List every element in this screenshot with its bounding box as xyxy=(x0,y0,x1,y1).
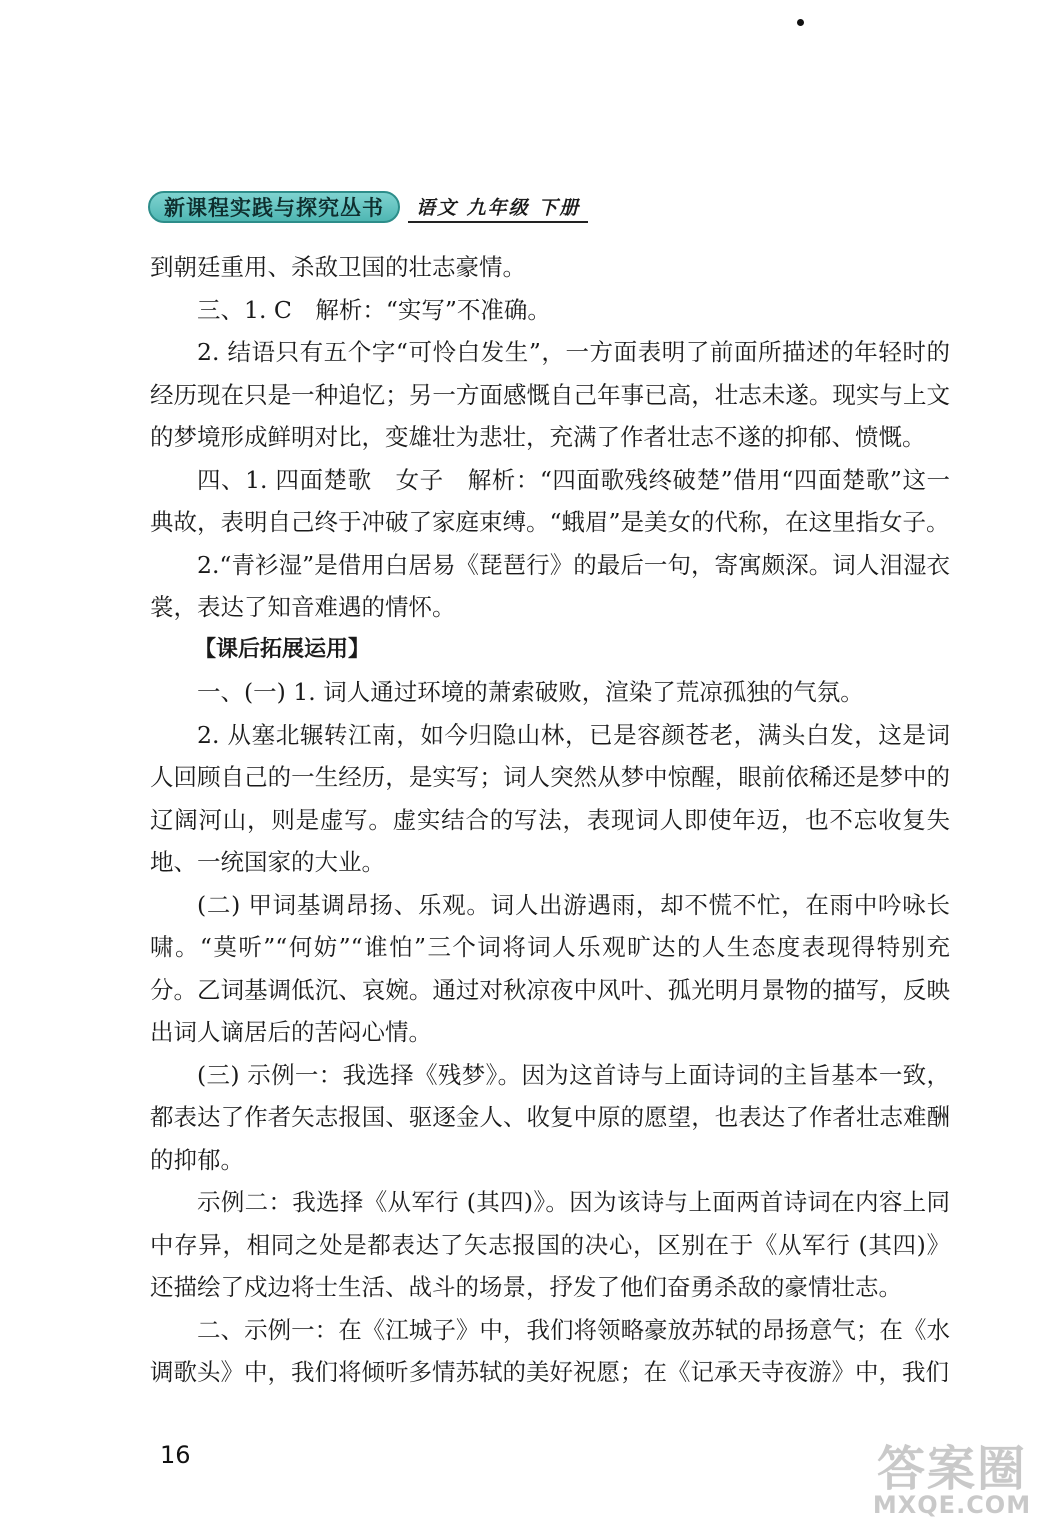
watermark-bottom-text: MXQE.COM xyxy=(872,1491,1032,1519)
answer-paragraph: 一、(一) 1. 词人通过环境的萧索破败，渲染了荒凉孤独的气氛。 xyxy=(197,678,864,706)
section-heading: 【课后拓展运用】 xyxy=(194,636,371,662)
answer-paragraph: 四、1. 四面楚歌 女子 解析：“四面歌残终破楚”借用“四面楚歌”这一典故，表明自己终于冲破了家庭束缚。“蛾眉”是美女的代称，在这里指女子。 xyxy=(150,465,950,536)
answer-paragraph: (三) 示例一：我选择《残梦》。因为这首诗与上面诗词的主旨基本一致，都表达了作者矢志报国、驱逐金人、收复中原的愿望，也表达了作者壮志难酬的抑郁。 xyxy=(150,1060,950,1174)
answer-paragraph: 2. 从塞北辗转江南，如今归隐山林，已是容颜苍老，满头白发，这是词人回顾自己的一生经历，是实写；词人突然从梦中惊醒，眼前依稀还是梦中的辽阔河山，则是虚写。虚实结合的写法，表现词人即使年迈，也不忘收复失地、一统国家的大业。 xyxy=(150,720,950,876)
book-header xyxy=(148,190,588,224)
answer-paragraph: 三、1. C 解析：“实写”不准确。 xyxy=(197,295,551,324)
answer-paragraph: 示例二：我选择《从军行 (其四)》。因为该诗与上面两首诗词在内容上同中存异，相同之处是都表达了矢志报国的决心，区别在于《从军行 (其四)》还描绘了戍边将士生活、战斗的场景，抒发了他们奋勇杀敌的豪情壮志。 xyxy=(150,1188,950,1301)
answer-paragraph: 二、示例一：在《江城子》中，我们将领略豪放苏轼的昂扬意气；在《水调歌头》中，我们将倾听多情苏轼的美好祝愿；在《记承天寺夜游》中，我们 xyxy=(150,1315,950,1386)
page-number: 16 xyxy=(160,1441,191,1469)
answer-paragraph: (二) 甲词基调昂扬、乐观。词人出游遇雨，却不慌不忙，在雨中吟咏长啸。“莫听”“何妨”“谁怕”三个词将词人乐观旷达的人生态度表现得特别充分。乙词基调低沉、哀婉。通过对秋凉夜中风叶、孤光明月景物的描写，反映出词人谪居后的苦闷心情。 xyxy=(150,890,950,1046)
page-dot xyxy=(797,19,804,26)
answer-paragraph: 2. 结语只有五个字“可怜白发生”，一方面表明了前面所描述的年轻时的经历现在只是一种追忆；另一方面感慨自己年事已高，壮志未遂。现实与上文的梦境形成鲜明对比，变雄壮为悲壮，充满了作者壮志不遂的抑郁、愤慨。 xyxy=(150,338,950,451)
watermark-logo xyxy=(872,1441,1032,1529)
series-title-badge: 新课程实践与探究丛书 xyxy=(148,191,400,223)
answer-paragraph: 到朝廷重用、杀敌卫国的壮志豪情。 xyxy=(150,253,526,281)
answer-content xyxy=(150,246,950,1394)
answer-paragraph: 2.“青衫湿”是借用白居易《琵琶行》的最后一句，寄寓颇深。词人泪湿衣裳，表达了知音难遇的情怀。 xyxy=(150,550,950,621)
watermark-top-text: 答案圈 xyxy=(876,1441,1027,1497)
subject-grade-label: 语文 九年级 下册 xyxy=(408,191,588,223)
